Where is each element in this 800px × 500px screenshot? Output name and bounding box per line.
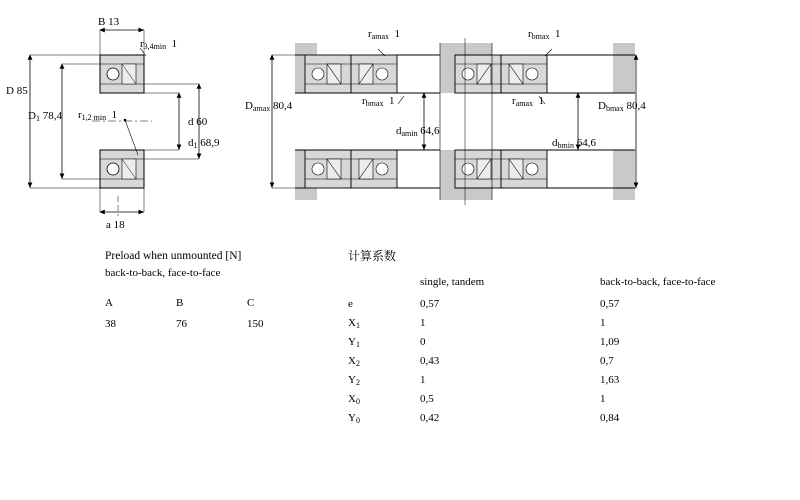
factors-row-label-5: $X_0$ [348, 393, 360, 406]
factors-row-label-4: $Y_2$ [348, 374, 360, 387]
factors-row-label-2: $Y_1$ [348, 336, 360, 349]
factors-col-single: single, tandem [420, 276, 485, 288]
preload-val-B: 76 [176, 318, 187, 330]
factors-row-btb-6: 0,84 [600, 412, 620, 424]
dim-label-Damax: $D_{amax}$ 80,4 [245, 100, 293, 113]
dim-label-rbmax-mid: $r_{bmax}$ 1 [362, 95, 395, 108]
dim-label-D1: $D_1$ 78,4 [28, 110, 62, 123]
factors-row-label-0: e [348, 298, 353, 310]
dim-label-damin: $d_{amin}$ 64,6 [396, 125, 440, 138]
factors-col-btb: back-to-back, face-to-face [600, 276, 716, 288]
factors-row-single-0: 0,57 [420, 298, 440, 310]
dim-label-ramax-mid: $r_{amax}$ 1 [512, 95, 544, 108]
dim-label-a: a 18 [106, 219, 125, 231]
dim-label-dbmin: $d_{bmin}$ 64,6 [552, 137, 596, 150]
preload-col-C: C [247, 297, 255, 309]
factors-row-single-1: 1 [420, 317, 426, 329]
preload-table-title: Preload when unmounted [N] [105, 250, 242, 262]
factors-row-label-3: $X_2$ [348, 355, 360, 368]
factors-table-title: 计算系数 [348, 249, 397, 263]
factors-row-btb-4: 1,63 [600, 374, 620, 386]
dim-label-D: D 85 [6, 85, 28, 97]
dim-label-B: B 13 [98, 16, 120, 28]
factors-row-single-4: 1 [420, 374, 426, 386]
factors-row-single-2: 0 [420, 336, 426, 348]
dim-label-Dbmax: $D_{bmax}$ 80,4 [598, 100, 646, 113]
factors-row-btb-0: 0,57 [600, 298, 620, 310]
factors-row-btb-2: 1,09 [600, 336, 620, 348]
dim-label-r12min: $r_{1,2 min}$ 1 [78, 109, 118, 122]
factors-row-btb-1: 1 [600, 317, 606, 329]
right-view-arrangement [272, 38, 636, 205]
dim-label-ramax-top: $r_{amax}$ 1 [368, 28, 400, 41]
factors-row-single-6: 0,42 [420, 412, 440, 424]
factors-row-label-6: $Y_0$ [348, 412, 360, 425]
factors-row-single-5: 0,5 [420, 393, 434, 405]
preload-val-A: 38 [105, 318, 116, 330]
preload-table-subtitle: back-to-back, face-to-face [105, 267, 221, 279]
dim-label-d: d 60 [188, 116, 208, 128]
dim-label-r34min: $r_{3,4min}$ 1 [140, 38, 178, 51]
preload-val-C: 150 [247, 318, 264, 330]
preload-col-A: A [105, 297, 113, 309]
factors-row-single-3: 0,43 [420, 355, 440, 367]
factors-row-btb-3: 0,7 [600, 355, 614, 367]
factors-row-label-1: $X_1$ [348, 317, 360, 330]
factors-row-btb-5: 1 [600, 393, 606, 405]
preload-col-B: B [176, 297, 184, 309]
dim-label-rbmax-top: $r_{bmax}$ 1 [528, 28, 561, 41]
dim-label-d1: $d_1$ 68,9 [188, 137, 220, 150]
